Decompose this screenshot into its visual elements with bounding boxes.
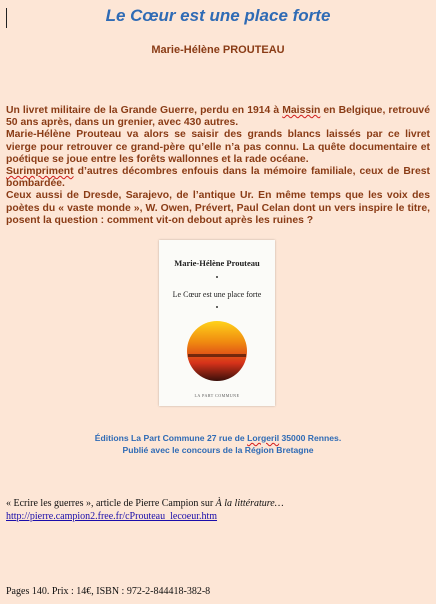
sunset-sun-illustration [186, 320, 248, 382]
paragraph-2: Marie-Hélène Prouteau va alors se saisir des grands blancs laissés par ce livret vierge pour retrouver ce grand-père qu’elle n’a pas connu. La quête documentaire et poétique se joue entre les forêts wallonnes et la rade océane. [6, 129, 430, 165]
author-name: Marie-Hélène PROUTEAU [151, 44, 285, 56]
article-link[interactable]: http://pierre.campion2.free.fr/cProuteau_lecoeur.htm [6, 511, 218, 522]
cover-title: Le Cœur est une place forte [172, 290, 262, 299]
paragraph-1: Un livret militaire de la Grande Guerre, perdu en 1914 à Maissin en Belgique, retrouvé 50 ans après, dans un grenier, avec 430 autres. [6, 105, 430, 129]
misspelled-word: Surimpriment [6, 166, 74, 178]
cover-author: Marie-Hélène Prouteau [174, 258, 260, 268]
place-name: Maissin [282, 105, 321, 116]
article-reference: « Ecrire les guerres », article de Pierre Campion sur À la littérature… http://pierre.campion2.free.fr/cProuteau_lecoeur.htm [6, 498, 284, 522]
book-details: Pages 140. Prix : 14€, ISBN : 972-2-844418-382-8 [6, 586, 211, 597]
description [6, 105, 430, 227]
paragraph-3: Surimpriment d’autres décombres enfouis dans la mémoire familiale, ceux de Brest bombardée. [6, 166, 430, 190]
page-title: Le Cœur est une place forte [105, 6, 331, 25]
cover-dot [216, 306, 218, 308]
site-name: À la littérature… [215, 498, 284, 509]
street-name: Lorgeril [247, 433, 280, 443]
publisher-support: Publié avec le concours de la Région Bretagne [122, 445, 314, 455]
publisher-address: Éditions La Part Commune 27 rue de Lorgeril 35000 Rennes. [94, 433, 342, 443]
paragraph-4: Ceux aussi de Dresde, Sarajevo, de l’antique Ur. En même temps que les voix des poètes du « vaste monde », W. Owen, Prévert, Paul Celan dont un vers inspire le titre, posent la question : comment vit-on debout après les ruines ? [6, 190, 430, 226]
cover-dot [216, 276, 218, 278]
book-cover [159, 240, 275, 406]
publisher-info [0, 432, 436, 456]
cover-publisher: LA PART COMMUNE [194, 393, 240, 398]
